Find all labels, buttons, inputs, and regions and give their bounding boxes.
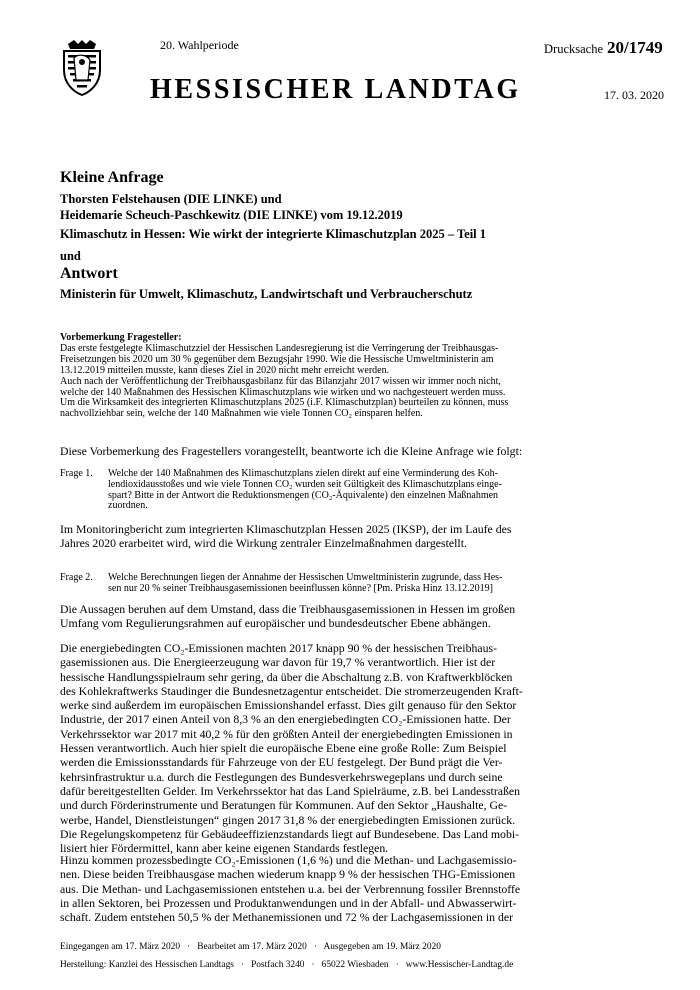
answer-line: Hessen verantwortlich. Auch hier spielt die europäische Ebene eine große Rolle: Zum Beispiel [60,741,507,756]
question-2 [60,573,640,595]
preamble-line: Auch nach der Veröffentlichung der Treibhausgasbilanz für das Bilanzjahr 2017 wissen wir immer noch nicht, [60,375,501,387]
question-line: spart? Bitte in der Antwort die Reduktionsmengen (CO₂-Äquivalente) den einzelnen Maßnahmen [108,489,499,501]
answer-1 [60,522,640,551]
question-line: lendioxidausstoßes und wie viele Tonnen CO₂ wurden seit Gültigkeit des Klimaschutzplans einge- [108,478,502,490]
preamble-line: Um die Wirksamkeit des integrierten Klimaschutzplans 2025 (i.F. Klimaschutzplan) beurteilen zu können, muss [60,397,509,409]
question-line: zuordnen. [108,500,148,512]
question-label: Frage 1. [60,468,93,479]
answer-line: in allen Sektoren, bei Prozessen und Produktanwendungen und in der Abfall- und Abwasserwirt- [60,895,517,910]
answer-2-paragraph-1 [60,602,640,631]
document-heading [60,168,660,303]
answer-line: Verkehrssektor war 2017 mit 40,2 % für den größten Anteil der energiebedingten Emissionen in [60,726,513,741]
hessen-crest-icon [60,40,104,96]
question-line: Welche der 140 Maßnahmen des Klimaschutzplans zielen direkt auf eine Verminderung des Koh- [108,468,498,479]
answer-line: gasemissionen aus. Die Energieerzeugung war davon für 19,7 % verantwortlich. Hier ist der [60,655,496,670]
answer-line: kehrsinfrastruktur u.a. durch die Festlegungen des Bundesverkehrswegeplans und durch seine [60,769,503,784]
answer-heading: Antwort [60,265,118,282]
page-title: HESSISCHER LANDTAG [150,74,521,105]
question-1 [60,469,640,512]
answer-2-paragraph-3 [60,853,640,924]
answer-line: Jahres 2020 erarbeitet wird, wird die Wirkung zentraler Einzelmaßnahmen dargestellt. [60,536,467,551]
preamble [60,333,640,420]
answer-line: Industrie, der 2017 einen Anteil von 8,3 % an den energiebedingten CO₂-Emissionen hatte. Der [60,712,511,727]
answer-line: werke sind außerdem im europäischen Emissionshandel erfasst. Dies gilt genauso für den Sektor [60,698,517,713]
preamble-line: welche der 140 Maßnahmen des Hessischen Klimaschutzplans wie wirken und wo nachgesteuert werden muss. [60,386,506,398]
answer-line: des Kohlekraftwerks Staudinger die Bundesnetzagentur entscheidet. Die stromerzeugenden Kraft- [60,683,523,698]
answer-line: Im Monitoringbericht zum integrierten Klimaschutzplan Hessen 2025 (IKSP), der im Laufe des [60,522,512,536]
answer-line: Die Aussagen beruhen auf dem Umstand, dass die Treibhausgasemissionen in Hessen im großen [60,602,516,616]
answer-line: Hinzu kommen prozessbedingte CO₂-Emissionen (1,6 %) und die Methan- und Lachgasemissio- [60,853,517,867]
footer [60,938,660,974]
answer-line: werbe, Handel, Dienstleistungen“ gingen 2017 31,8 % der energiebedingten Emissionen zurück. [60,812,516,827]
preamble-line: Freisetzungen bis 2020 um 30 % gegenüber dem Bezugsjahr 1990. Wie die Hessische Umweltministerin am [60,353,494,365]
answer-line: dafür bereitgestellten Gelder. Im Verkehrssektor hat das Land Spielräume, z.B. bei Landesstraßen [60,783,521,798]
drucksache-number [544,38,663,58]
footer-publisher: Herstellung: Kanzlei des Hessischen Landtags · Postfach 3240 · 65022 Wiesbaden · www.Hessischer-Landtag.de [60,960,514,970]
drucksache-label: Drucksache [544,42,603,56]
answer-line: Umfang vom Regulierungsrahmen auf europäischer und bundesdeutscher Ebene abhängen. [60,616,491,631]
answer-line: Die energiebedingten CO₂-Emissionen machten 2017 knapp 90 % der hessischen Treibhaus- [60,641,498,655]
answer-line: hessische Handlungsspielraum sehr gering, da über die Abschaltung z.B. von Kraftwerkblöcken [60,669,513,684]
authors-line-1: Thorsten Felstehausen (DIE LINKE) und [60,192,282,206]
drucksache-value: 20/1749 [607,38,663,57]
legislative-period: 20. Wahlperiode [160,38,239,52]
document-kind: Kleine Anfrage [60,169,164,186]
authors-line-2: Heidemarie Scheuch-Paschkewitz (DIE LINKE) vom 19.12.2019 [60,207,403,222]
und: und [60,248,81,263]
answer-line: Die Regelungskompetenz für Gebäudeeffizienzstandards liegt auf Bundesebene. Das Land mobi- [60,826,520,841]
answer-line: lisiert hier Fördermittel, kann aber keine eigenen Standards festlegen. [60,841,389,856]
answer-line: schaft. Zudem entstehen 50,5 % der Methanemissionen und 72 % der Lachgasemissionen in der [60,910,514,925]
subject: Klimaschutz in Hessen: Wie wirkt der integrierte Klimaschutzplan 2025 – Teil 1 [60,227,487,241]
answer-line: aus. Die Methan- und Lachgasemissionen entstehen u.a. bei der Verbrennung fossiler Brennstoffe [60,881,521,896]
preamble-line: nachvollziehbar sein, welche der 140 Maßnahmen wie viele Tonnen CO₂ einsparen helfen. [60,408,423,420]
intro-text: Diese Vorbemerkung des Fragestellers vorangestellt, beantworte ich die Kleine Anfrage wie folgt: [60,444,523,458]
preamble-line: Das erste festgelegte Klimaschutzziel der Hessischen Landesregierung ist die Verringerung der Treibhausgas- [60,342,499,354]
answer-2-paragraph-2 [60,641,640,855]
question-line: Welche Berechnungen liegen der Annahme der Hessischen Umweltministerin zugrunde, dass Hes- [108,572,503,583]
question-line: sen nur 20 % seiner Treibhausgasemissionen beeinflussen könne? [Pm. Priska Hinz 13.12.2019] [108,582,493,594]
ministry: Ministerin für Umwelt, Klimaschutz, Landwirtschaft und Verbraucherschutz [60,287,473,301]
question-label: Frage 2. [60,572,93,583]
document-date: 17. 03. 2020 [604,88,664,102]
footer-dates: Eingegangen am 17. März 2020 · Bearbeitet am 17. März 2020 · Ausgegeben am 19. März 2020 [60,942,441,952]
answer-line: nen. Diese beiden Treibhausgase machen wiederum knapp 9 % der hessischen THG-Emissionen [60,867,516,882]
answer-line: und durch Förderinstrumente und Beratungen für Kommunen. Auf den Sektor „Haushalte, Ge- [60,798,508,813]
answer-line: werden die Emissionsstandards für Fahrzeuge von der EU festgelegt. Der Bund prägt die Ver- [60,755,503,770]
preamble-title: Vorbemerkung Fragesteller: [60,332,182,343]
preamble-line: 13.12.2019 mitteilen musste, kann dieses Ziel in 2020 nicht mehr erreicht werden. [60,364,390,376]
